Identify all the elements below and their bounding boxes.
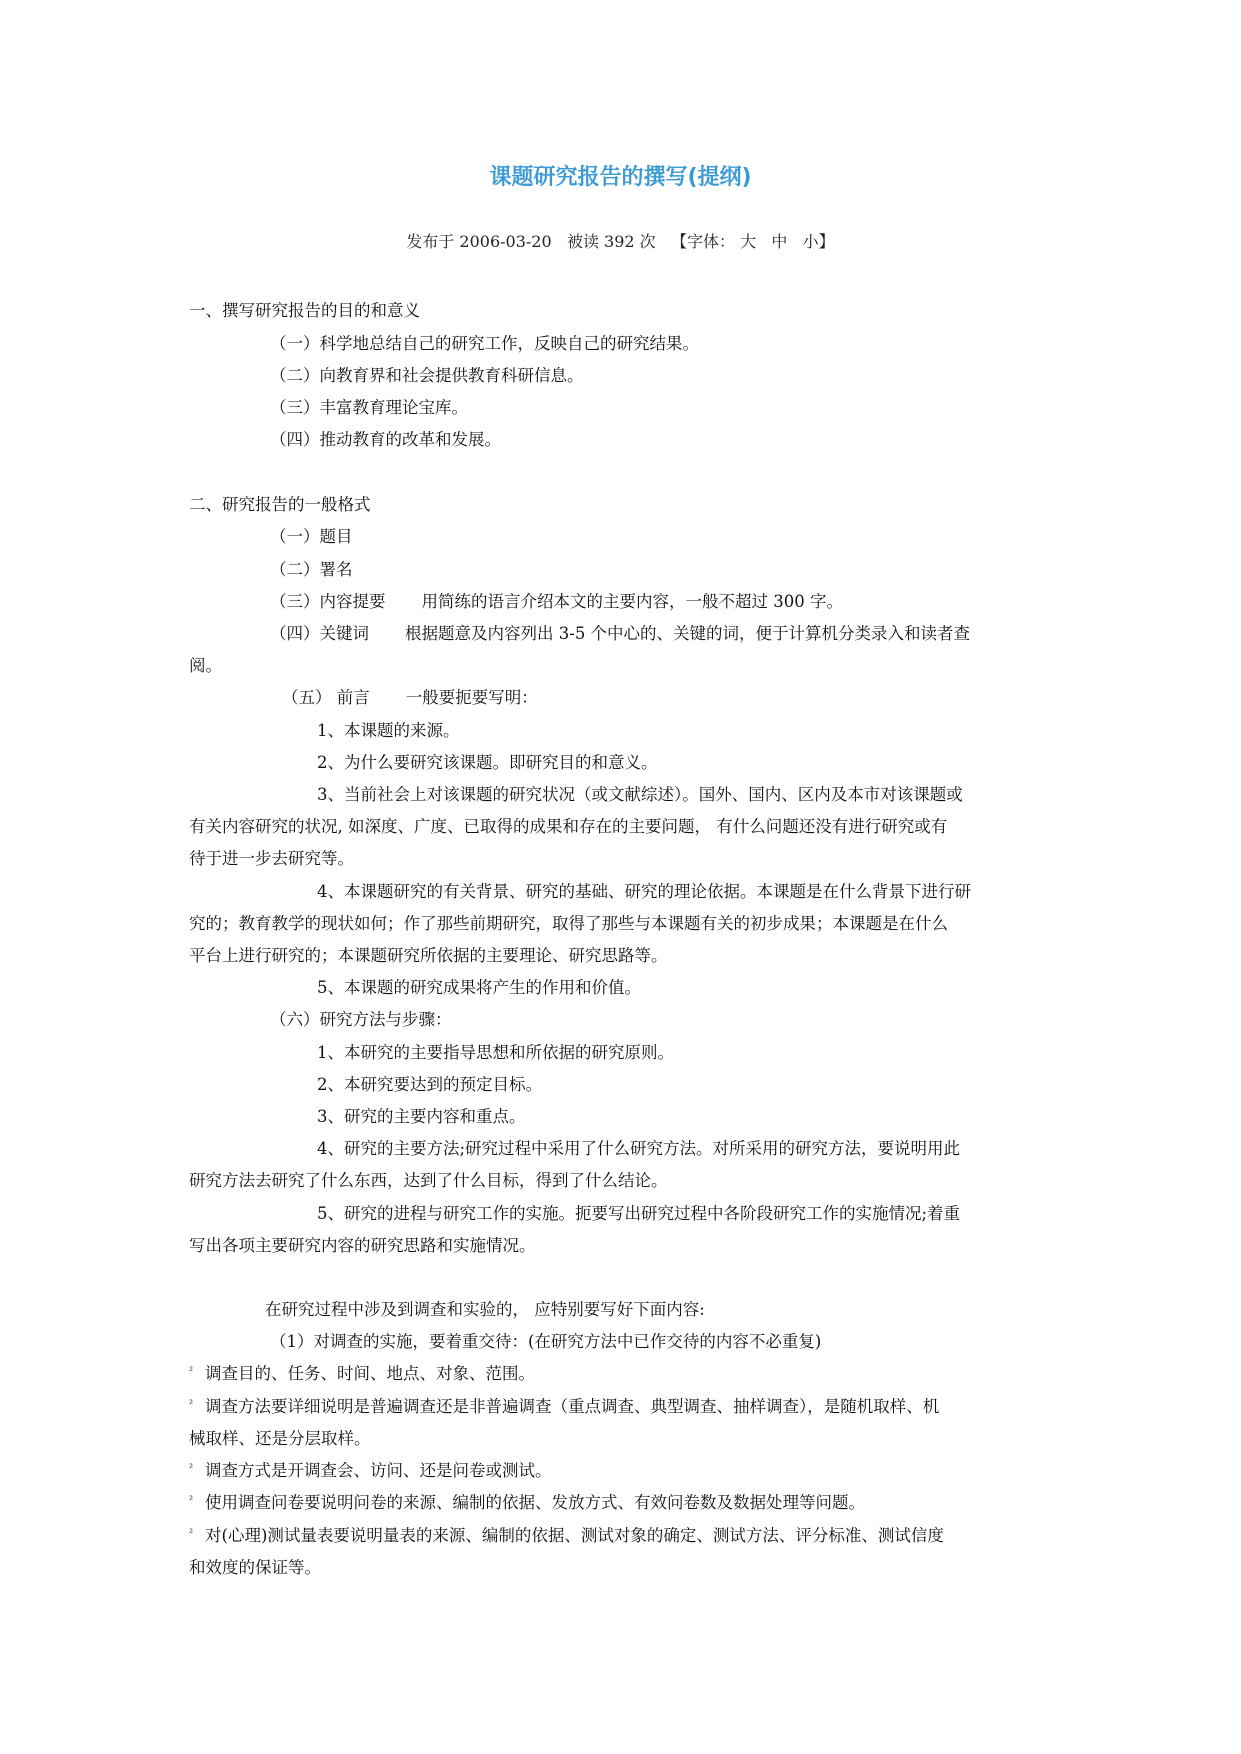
publish-meta bbox=[0, 229, 1241, 252]
list-item: （三）丰富教育理论宝库。 bbox=[270, 398, 468, 417]
bullet-item: $^{^2}$ 使用调查问卷要说明问卷的来源、编制的依据、发放方式、有效问卷数及数据处理等问题。 bbox=[189, 1493, 866, 1512]
paragraph-line: 平台上进行研究的；本课题研究所依据的主要理论、研究思路等。 bbox=[189, 946, 668, 965]
read-count: 被读 392 次 bbox=[566, 232, 656, 251]
item-text: 一般要扼要写明： bbox=[405, 688, 538, 707]
paragraph-line: 4、研究的主要方法;研究过程中采用了什么研究方法。对所采用的研究方法，要说明用此 bbox=[317, 1139, 961, 1158]
bullet-item: $^{^2}$ 调查方式是开调查会、访问、还是问卷或测试。 bbox=[189, 1461, 552, 1480]
paragraph-line: 和效度的保证等。 bbox=[189, 1558, 321, 1577]
list-item bbox=[282, 688, 538, 708]
page-title: 课题研究报告的撰写(提纲) bbox=[489, 165, 752, 190]
list-item: （六）研究方法与步骤： bbox=[270, 1010, 452, 1029]
paragraph-line: 写出各项主要研究内容的研究思路和实施情况。 bbox=[189, 1236, 536, 1255]
item-label: （四）关键词 bbox=[270, 624, 369, 643]
bullet-mark: ² bbox=[189, 1495, 194, 1506]
bullet-item: $^{^2}$ 调查目的、任务、时间、地点、对象、范围。 bbox=[189, 1364, 536, 1383]
list-item: （二）向教育界和社会提供教育科研信息。 bbox=[270, 366, 584, 385]
item-label: （三）内容提要 bbox=[270, 592, 386, 611]
paragraph-line: 5、本课题的研究成果将产生的作用和价值。 bbox=[317, 978, 641, 997]
paragraph-line: 1、本研究的主要指导思想和所依据的研究原则。 bbox=[317, 1043, 674, 1062]
paragraph-line: 3、当前社会上对该课题的研究状况（或文献综述）。国外、国内、区内及本市对该课题或 bbox=[317, 785, 963, 804]
font-medium-link[interactable]: 中 bbox=[771, 232, 788, 251]
bullet-item: $^{^2}$ 调查方法要详细说明是普遍调查还是非普遍调查（重点调查、典型调查、抽样调查），是随机取样、机 bbox=[189, 1397, 940, 1416]
publish-date: 发布于 2006-03-20 bbox=[406, 232, 552, 251]
item-text: 根据题意及内容列出 3-5 个中心的、关键的词，便于计算机分类录入和读者查 bbox=[405, 624, 971, 643]
paragraph-line: 2、为什么要研究该课题。即研究目的和意义。 bbox=[317, 753, 658, 772]
font-size-label: 【字体： bbox=[670, 232, 735, 251]
paragraph-line: 4、本课题研究的有关背景、研究的基础、研究的理论依据。本课题是在什么背景下进行研 bbox=[317, 882, 971, 901]
bullet-item: $^{^2}$ 对(心理)测试量表要说明量表的来源、编制的依据、测试对象的确定、测试方法、评分标准、测试信度 bbox=[189, 1526, 944, 1545]
item-text: 用简练的语言介绍本文的主要内容，一般不超过 300 字。 bbox=[421, 592, 843, 611]
list-item: （1）对调查的实施，要着重交待：(在研究方法中已作交待的内容不必重复) bbox=[270, 1332, 822, 1351]
list-item: （四）推动教育的改革和发展。 bbox=[270, 430, 501, 449]
paragraph-line: 究的；教育教学的现状如何；作了那些前期研究，取得了那些与本课题有关的初步成果；本课题是在什么 bbox=[189, 914, 948, 933]
list-item: （一）科学地总结自己的研究工作，反映自己的研究结果。 bbox=[270, 334, 699, 353]
bullet-mark: ² bbox=[189, 1399, 194, 1410]
bullet-mark: ² bbox=[189, 1528, 194, 1539]
paragraph-line: 2、本研究要达到的预定目标。 bbox=[317, 1075, 542, 1094]
paragraph-line: 待于进一步去研究等。 bbox=[189, 849, 354, 868]
paragraph-line: 1、本课题的来源。 bbox=[317, 721, 460, 740]
list-item: （一）题目 bbox=[270, 527, 353, 546]
font-large-link[interactable]: 大 bbox=[740, 232, 757, 251]
list-item bbox=[270, 624, 970, 644]
bullet-mark: ² bbox=[189, 1463, 194, 1474]
paragraph-line: 在研究过程中涉及到调查和实验的， 应特别要写好下面内容: bbox=[265, 1300, 705, 1319]
section-heading: 二、研究报告的一般格式 bbox=[189, 495, 371, 514]
section-heading: 一、撰写研究报告的目的和意义 bbox=[189, 301, 420, 320]
list-item bbox=[270, 592, 843, 612]
item-label: （五） 前言 bbox=[282, 688, 370, 707]
paragraph-line: 有关内容研究的状况, 如深度、广度、已取得的成果和存在的主要问题， 有什么问题还没有进行研究或有 bbox=[189, 817, 948, 836]
paragraph-line: 械取样、还是分层取样。 bbox=[189, 1429, 371, 1448]
paragraph-line: 3、研究的主要内容和重点。 bbox=[317, 1107, 526, 1126]
paragraph-line: 阅。 bbox=[189, 656, 222, 675]
paragraph-line: 5、研究的进程与研究工作的实施。扼要写出研究过程中各阶段研究工作的实施情况;着重 bbox=[317, 1204, 961, 1223]
list-item: （二）署名 bbox=[270, 560, 353, 579]
bullet-mark: ² bbox=[189, 1366, 194, 1377]
paragraph-line: 研究方法去研究了什么东西，达到了什么目标，得到了什么结论。 bbox=[189, 1171, 668, 1190]
font-small-link[interactable]: 小】 bbox=[802, 232, 835, 251]
